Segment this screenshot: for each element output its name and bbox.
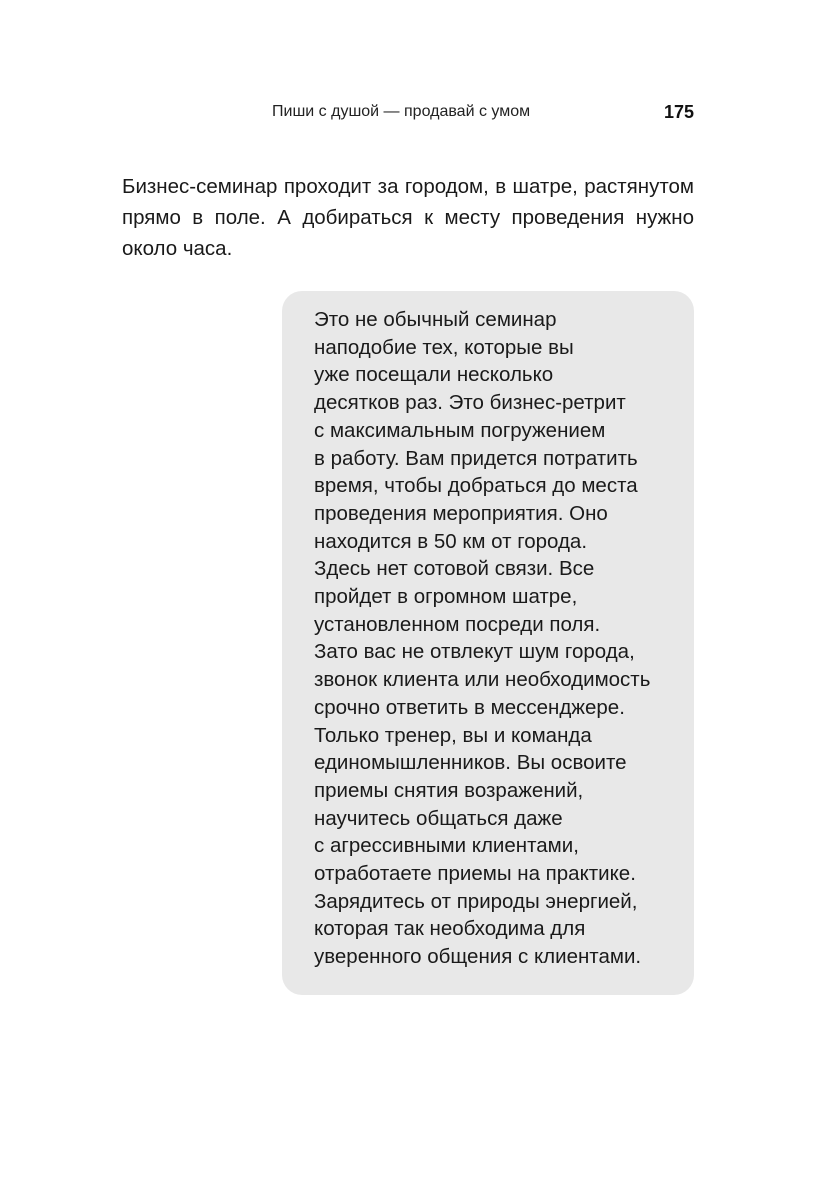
quote-line: пройдет в огромном шатре, [314, 585, 578, 609]
quote-line: установленном посреди поля. [314, 612, 601, 636]
running-title: Пиши с душой — продавай с умом [272, 103, 531, 120]
quote-line: Зарядитесь от природы энергией, [314, 889, 638, 913]
quote-line: с агрессивными клиентами, [314, 834, 579, 858]
quote-line: Это не обычный семинар [314, 308, 557, 331]
body-paragraph: Бизнес-семинар проходит за городом, в шатре, растянутом прямо в поле. А добираться к месту проведения нужно около часа. [122, 175, 694, 260]
quote-line: находится в 50 км от города. [314, 529, 588, 553]
quote-line: время, чтобы добраться до места [314, 474, 638, 498]
quote-line: приемы снятия возражений, [314, 778, 584, 802]
quote-line: научитесь общаться даже [314, 806, 563, 830]
quote-line: Здесь нет сотовой связи. Все [314, 557, 595, 581]
quote-line: с максимальным погружением [314, 418, 606, 442]
quote-line: проведения мероприятия. Оно [314, 501, 608, 525]
quote-line: уже посещали несколько [314, 363, 554, 387]
quote-line: единомышленников. Вы освоите [314, 751, 627, 775]
quote-line: в работу. Вам придется потратить [314, 446, 638, 470]
quote-box [282, 291, 694, 995]
quote-line: отработаете приемы на практике. [314, 862, 636, 886]
quote-line: которая так необходима для [314, 917, 586, 941]
quote-line: звонок клиента или необходимость [314, 668, 651, 692]
quote-line: Зато вас не отвлекут шум города, [314, 640, 635, 664]
quote-line: наподобие тех, которые вы [314, 335, 574, 359]
page-number: 175 [663, 102, 694, 122]
quote-line: десятков раз. Это бизнес-ретрит [314, 391, 626, 415]
quote-line: срочно ответить в мессенджере. [314, 695, 625, 719]
running-header [122, 100, 694, 124]
quote-line: Только тренер, вы и команда [314, 723, 592, 747]
quote-line: уверенного общения с клиентами. [314, 945, 642, 969]
